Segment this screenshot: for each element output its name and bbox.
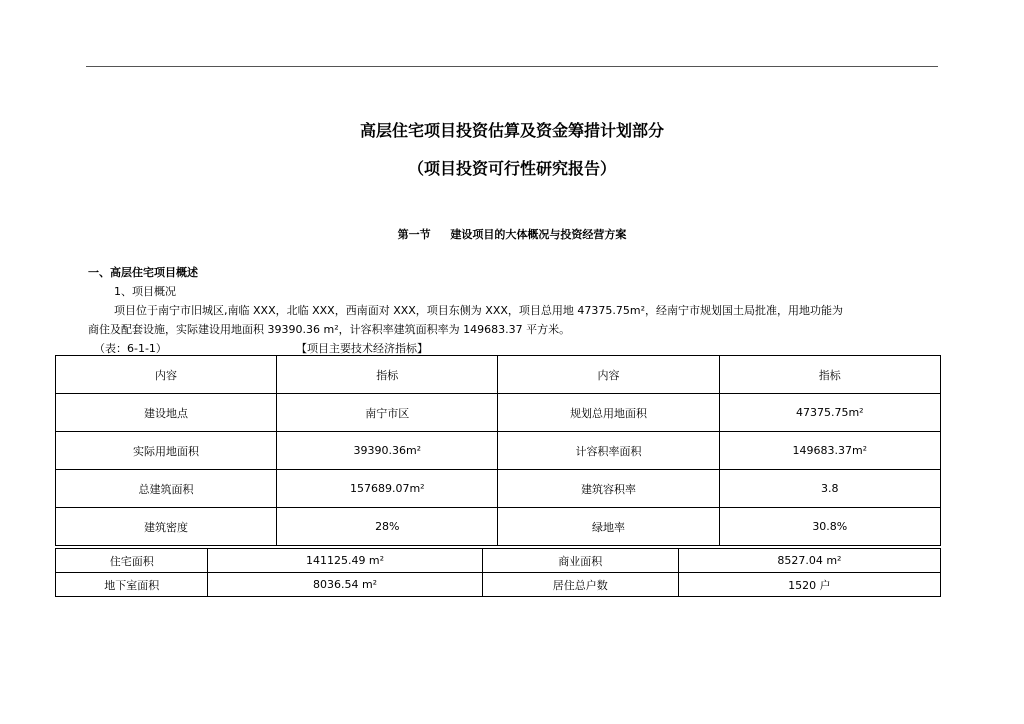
- table-cell: 居住总户数: [482, 573, 678, 597]
- table-cell: 141125.49 m²: [208, 549, 482, 573]
- section-number: 第一节: [397, 228, 431, 241]
- area-table: [55, 548, 941, 597]
- table-cell: 商业面积: [482, 549, 678, 573]
- paragraph-line-2: 商住及配套设施，实际建设用地面积 39390.36 m²，计容积率建筑面积率为 149683.37 平方米。: [88, 323, 571, 336]
- table-cell: 1520 户: [678, 573, 940, 597]
- paragraph-line-1: 项目位于南宁市旧城区,南临 XXX，北临 XXX，西南面对 XXX，项目东侧为 XXX，项目总用地 47375.75m²，经南宁市规划国土局批准，用地功能为: [114, 304, 844, 317]
- section-heading: [0, 226, 1024, 242]
- table-cell: 住宅面积: [56, 549, 208, 573]
- document-subtitle: （项目投资可行性研究报告）: [407, 159, 616, 178]
- table-row: [56, 549, 941, 573]
- heading-overview: 一、高层住宅项目概述: [88, 266, 198, 279]
- table-cell: 建筑密度: [56, 508, 277, 546]
- table-cell: 157689.07m²: [277, 470, 498, 508]
- table-cell: 地下室面积: [56, 573, 208, 597]
- table-header-cell: 内容: [56, 356, 277, 394]
- section-name: 建设项目的大体概况与投资经营方案: [450, 228, 627, 241]
- table-cell: 8527.04 m²: [678, 549, 940, 573]
- table-cell: 建设地点: [56, 394, 277, 432]
- indicator-table: [55, 355, 941, 546]
- table-row: [56, 508, 941, 546]
- table-cell: 总建筑面积: [56, 470, 277, 508]
- table-header-cell: 内容: [498, 356, 719, 394]
- heading-project-summary: 1、项目概况: [114, 285, 176, 298]
- table-cell: 30.8%: [719, 508, 940, 546]
- document-title: 高层住宅项目投资估算及资金筹措计划部分: [359, 121, 664, 140]
- table-reference: （表：6-1-1）: [94, 342, 167, 355]
- table-row: [56, 394, 941, 432]
- table-cell: 39390.36m²: [277, 432, 498, 470]
- table-cell: 南宁市区: [277, 394, 498, 432]
- table-header-cell: 指标: [277, 356, 498, 394]
- table-cell: 实际用地面积: [56, 432, 277, 470]
- table-cell: 规划总用地面积: [498, 394, 719, 432]
- table-row: [56, 470, 941, 508]
- table-header-row: [56, 356, 941, 394]
- table-row: [56, 573, 941, 597]
- table-row: [56, 432, 941, 470]
- table-cell: 绿地率: [498, 508, 719, 546]
- table-cell: 149683.37m²: [719, 432, 940, 470]
- table-cell: 3.8: [719, 470, 940, 508]
- table-cell: 28%: [277, 508, 498, 546]
- header-rule: [86, 66, 938, 67]
- table-cell: 建筑容积率: [498, 470, 719, 508]
- table-caption: 【项目主要技术经济指标】: [296, 342, 428, 355]
- table-cell: 8036.54 m²: [208, 573, 482, 597]
- table-cell: 计容积率面积: [498, 432, 719, 470]
- table-header-cell: 指标: [719, 356, 940, 394]
- table-cell: 47375.75m²: [719, 394, 940, 432]
